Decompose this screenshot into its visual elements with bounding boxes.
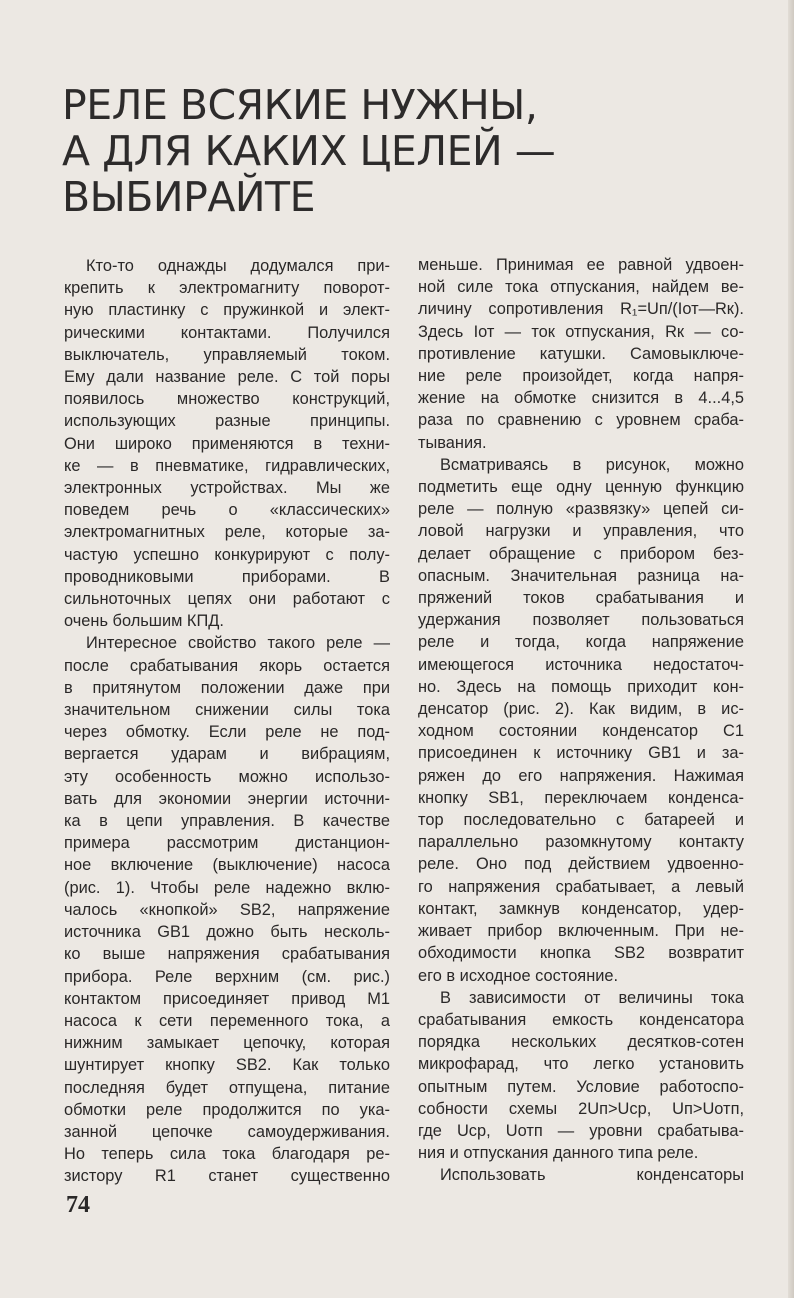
text-line: присоединен к источнику GB1 и за- <box>418 744 744 763</box>
text-line: после срабатывания якорь остается <box>64 656 390 675</box>
paragraph-1 <box>64 255 390 632</box>
text-line: обмотки реле продолжится по ука- <box>64 1100 390 1119</box>
text-line: кнопку SB1, переключаем конденса- <box>418 788 744 807</box>
title-line: ВЫБИРАЙТЕ <box>62 173 315 221</box>
text-line: примера рассмотрим дистанцион- <box>64 834 390 853</box>
text-line: ние реле произойдет, когда напря- <box>418 367 744 386</box>
text-line: Здесь Iот — ток отпускания, Rк — со- <box>418 322 744 341</box>
text-line: ряжен до его напряжения. Нажимая <box>418 766 744 785</box>
text-line: шунтирует кнопку SB2. Как только <box>64 1056 390 1075</box>
text-line: контактом присоединяет привод М1 <box>64 989 390 1008</box>
text-line: нижним замыкает цепочку, которая <box>64 1034 390 1053</box>
page-edge <box>788 0 794 1298</box>
text-line: Кто-то однажды додумался при- <box>86 257 390 275</box>
text-line: опасным. Значительная разница на- <box>418 566 744 585</box>
paragraph-5 <box>418 987 744 1165</box>
text-line: имеющегося источника недостаточ- <box>418 655 744 674</box>
text-line: ходном состоянии конденсатор С1 <box>418 722 744 741</box>
text-line: микрофарад, что легко установить <box>418 1055 744 1074</box>
text-line: Интересное свойство такого реле — <box>86 634 390 653</box>
text-line: го напряжения срабатывает, а левый <box>418 877 744 896</box>
text-line: реле и тогда, когда напряжение <box>418 633 744 652</box>
paragraph-2 <box>64 632 390 1187</box>
text-line: использующих разные принципы. <box>64 412 390 431</box>
text-line: источника GB1 дожно быть несколь- <box>64 923 390 942</box>
text-line: подметить еще одну ценную функцию <box>418 478 744 497</box>
text-line: поведем речь о «классических» <box>64 501 390 520</box>
text-line: пряжений токов срабатывания и <box>418 589 744 608</box>
text-line: В зависимости от величины тока <box>440 988 744 1007</box>
text-line: выключатель, управляемый током. <box>64 345 390 364</box>
text-line: реле — полную «развязку» цепей си- <box>418 500 744 519</box>
text-line: электромагнитных реле, которые за- <box>64 523 390 542</box>
text-line: прибора. Реле верхним (см. рис.) <box>64 967 390 986</box>
text-line: проводниковыми приборами. В <box>64 567 390 586</box>
text-line: чалось «кнопкой» SB2, напряжение <box>64 900 390 919</box>
text-line: ное включение (выключение) насоса <box>64 856 390 875</box>
text-line: срабатывания емкость конденсатора <box>418 1010 744 1029</box>
text-line: Использовать конденсаторы <box>440 1166 744 1185</box>
text-line: последняя будет отпущена, питание <box>64 1078 390 1097</box>
text-line: вать для экономии энергии источни- <box>64 789 390 808</box>
text-line: Они широко применяются в техни- <box>64 434 390 453</box>
text-line: частую успешно конкурируют с полу- <box>64 545 390 564</box>
title-line: РЕЛЕ ВСЯКИЕ НУЖНЫ, <box>62 81 538 129</box>
text-line: значительном снижении силы тока <box>64 701 390 720</box>
text-line: через обмотку. Если реле не под- <box>64 723 390 742</box>
text-line: электронных устройствах. Мы же <box>64 479 390 498</box>
text-line: собности схемы 2Uп>Uср, Uп>Uотп, <box>418 1099 744 1118</box>
text-line: в притянутом положении даже при <box>64 678 390 697</box>
title-line: А ДЛЯ КАКИХ ЦЕЛЕЙ — <box>62 127 556 175</box>
text-line: раза по сравнению с уровнем сраба- <box>418 411 744 430</box>
text-line: эту особенность можно использо- <box>64 767 390 786</box>
text-line: денсатор (рис. 2). Как видим, в ис- <box>418 700 744 719</box>
text-line: тывания. <box>418 433 487 452</box>
text-line: рическими контактами. Получился <box>64 323 390 342</box>
text-line: сильноточных цепях они работают с <box>64 590 390 609</box>
text-line: удержания позволяет пользоваться <box>418 611 744 630</box>
text-line: но. Здесь на помощь приходит кон- <box>418 677 744 696</box>
text-line: ке — в пневматике, гидравлических, <box>64 456 390 475</box>
text-line: личину сопротивления R₁=Uп/(Iот—Rк). <box>418 300 744 319</box>
paragraph-4 <box>418 454 744 987</box>
text-line: делает обращение с прибором без- <box>418 544 744 563</box>
text-line: тор последовательно с батареей и <box>418 811 744 830</box>
text-line: ка в цепи управления. В качестве <box>64 812 390 831</box>
text-line: вергается ударам и вибрациям, <box>64 745 390 764</box>
article-title <box>62 82 662 220</box>
page-number: 74 <box>66 1192 90 1218</box>
left-column <box>64 255 390 1188</box>
text-line: ную пластинку с пружинкой и элект- <box>64 301 390 320</box>
text-line: реле. Оно под действием удвоенно- <box>418 855 744 874</box>
text-line: ния и отпускания данного типа реле. <box>418 1144 699 1163</box>
text-line: Всматриваясь в рисунок, можно <box>440 455 744 474</box>
paragraph-3 <box>418 254 744 454</box>
text-line: живает прибор включенным. При не- <box>418 922 744 941</box>
text-line: зистору R1 станет существенно <box>64 1167 390 1186</box>
text-line: Но теперь сила тока благодаря ре- <box>64 1145 390 1164</box>
text-line: его в исходное состояние. <box>418 966 619 985</box>
paragraph-6 <box>418 1164 744 1186</box>
text-line: порядка нескольких десятков-сотен <box>418 1033 744 1052</box>
text-line: параллельно разомкнутому контакту <box>418 833 744 852</box>
text-line: (рис. 1). Чтобы реле надежно вклю- <box>64 878 390 897</box>
text-line: занной цепочке самоудерживания. <box>64 1122 390 1141</box>
text-line: жение на обмотке снизится в 4...4,5 <box>418 389 744 408</box>
text-line: противление катушки. Самовыключе- <box>418 344 744 363</box>
text-line: очень большим КПД. <box>64 612 224 631</box>
text-line: насоса к сети переменного тока, а <box>64 1011 390 1030</box>
text-line: где Uср, Uотп — уровни срабатыва- <box>418 1121 744 1140</box>
text-line: ко выше напряжения срабатывания <box>64 945 390 964</box>
text-line: ной силе тока отпускания, найдем ве- <box>418 278 744 297</box>
right-column <box>418 254 744 1187</box>
text-line: появилось множество конструкций, <box>64 390 390 409</box>
text-line: меньше. Принимая ее равной удвоен- <box>418 256 744 274</box>
text-line: обходимости кнопка SB2 возвратит <box>418 944 744 963</box>
text-line: крепить к электромагниту поворот- <box>64 279 390 298</box>
text-line: контакт, замкнув конденсатор, удер- <box>418 899 744 918</box>
text-line: опытным путем. Условие работоспо- <box>418 1077 744 1096</box>
text-line: Ему дали название реле. С той поры <box>64 368 390 387</box>
text-line: ловой нагрузки и управления, что <box>418 522 744 541</box>
